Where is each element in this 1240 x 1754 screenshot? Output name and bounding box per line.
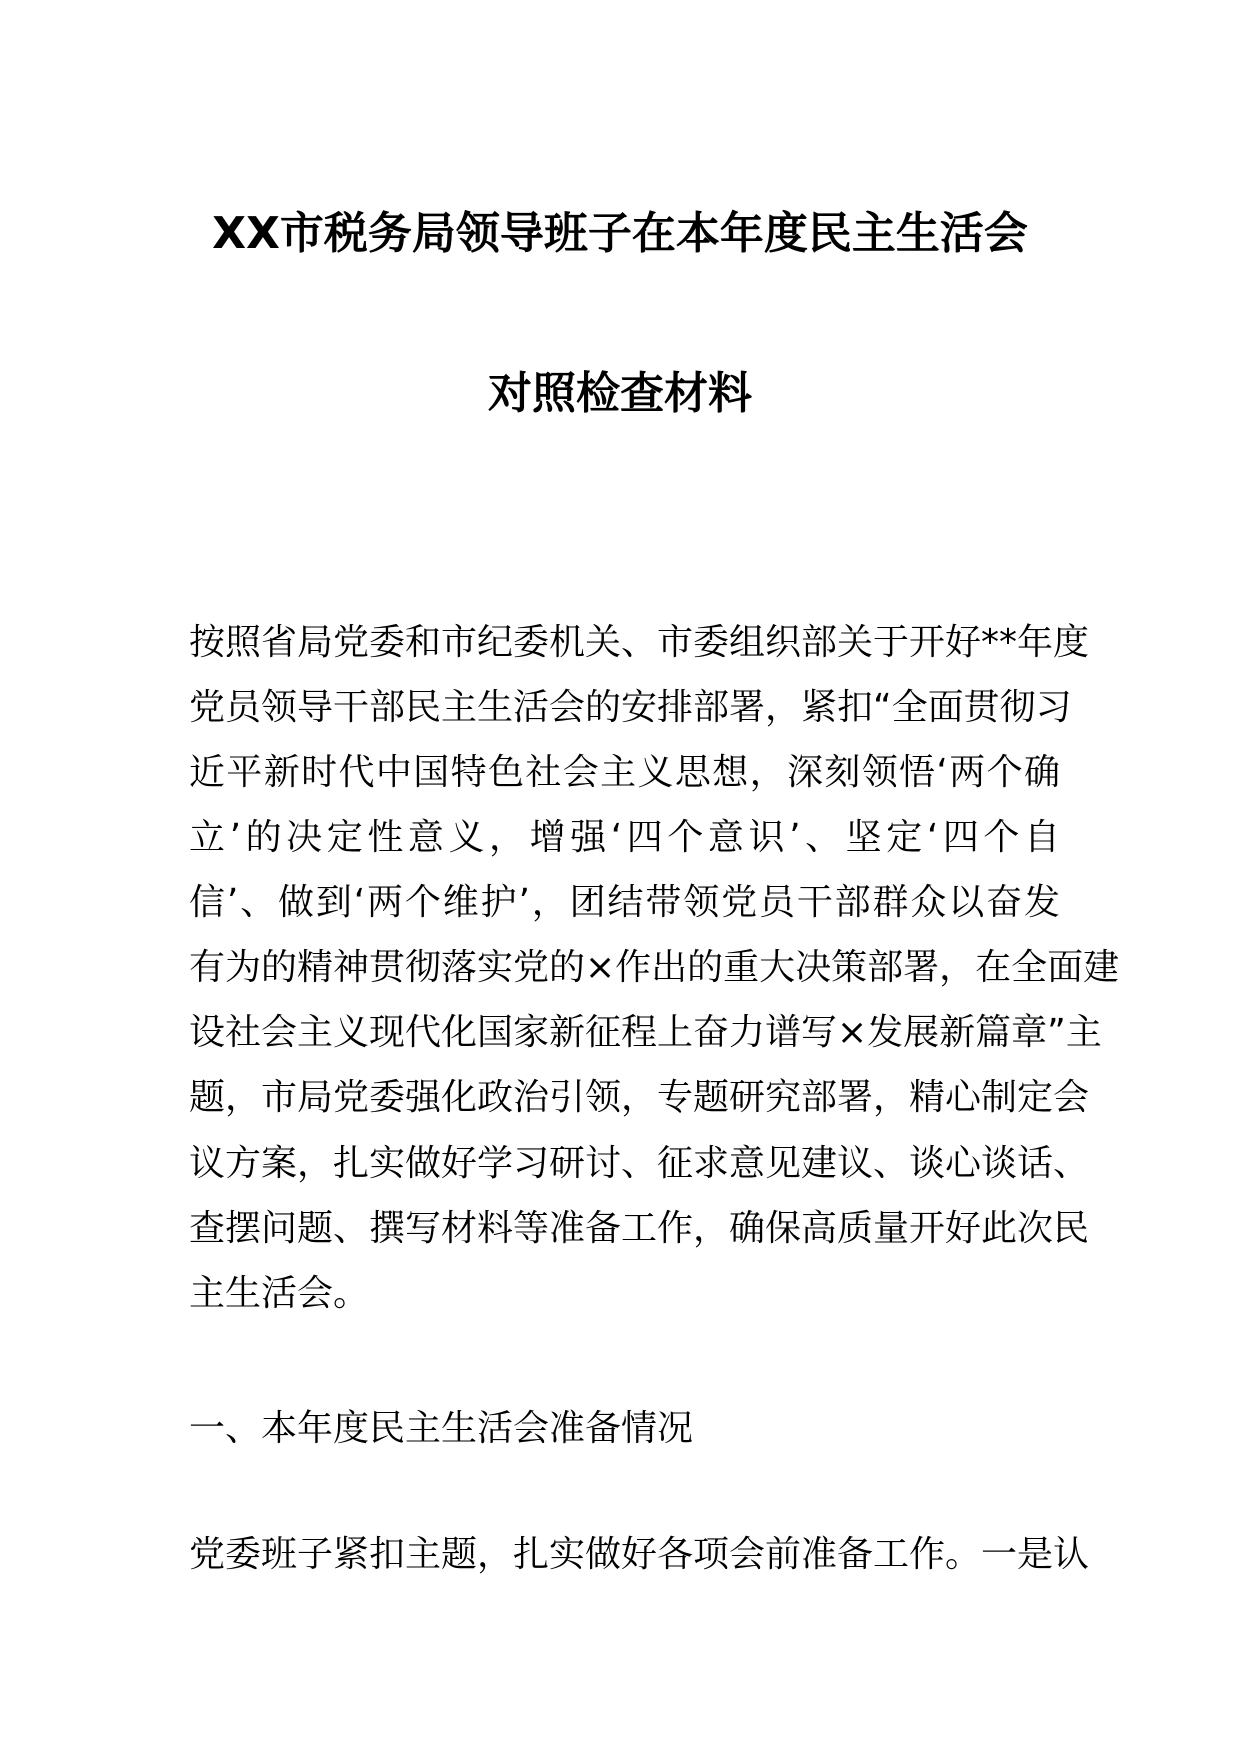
paragraph-line: 近平新时代中国特色社会主义思想，深刻领悟‘两个确 (189, 752, 1060, 793)
document-title-line-1: XX市税务局领导班子在本年度民主生活会 (212, 208, 1028, 259)
paragraph-line: 设社会主义现代化国家新征程上奋力谱写×发展新篇章”主 (189, 1012, 1102, 1053)
paragraph-line: 有为的精神贯彻落实党的×作出的重大决策部署，在全面建 (189, 947, 1120, 988)
paragraph-line: 按照省局党委和市纪委机关、市委组织部关于开好**年度 (189, 622, 1090, 663)
paragraph-line: 查摆问题、撰写材料等准备工作，确保高质量开好此次民 (189, 1208, 1090, 1249)
section-heading: 一、本年度民主生活会准备情况 (189, 1408, 694, 1449)
paragraph-line: 党员领导干部民主生活会的安排部署，紧扣“全面贯彻习 (189, 687, 1072, 728)
paragraph-line: 题，市局党委强化政治引领，专题研究部署，精心制定会 (189, 1077, 1090, 1118)
paragraph-line: 立’的决定性意义，增强‘四个意识’、坚定‘四个自 (189, 817, 1060, 858)
document-title-line-2: 对照检查材料 (488, 368, 752, 419)
paragraph-line: 党委班子紧扣主题，扎实做好各项会前准备工作。一是认 (189, 1534, 1090, 1575)
paragraph-line: 主生活会。 (189, 1273, 370, 1314)
paragraph-line: 议方案，扎实做好学习研讨、征求意见建议、谈心谈话、 (189, 1143, 1090, 1184)
paragraph-line: 信’、做到‘两个维护’，团结带领党员干部群众以奋发 (189, 882, 1060, 923)
